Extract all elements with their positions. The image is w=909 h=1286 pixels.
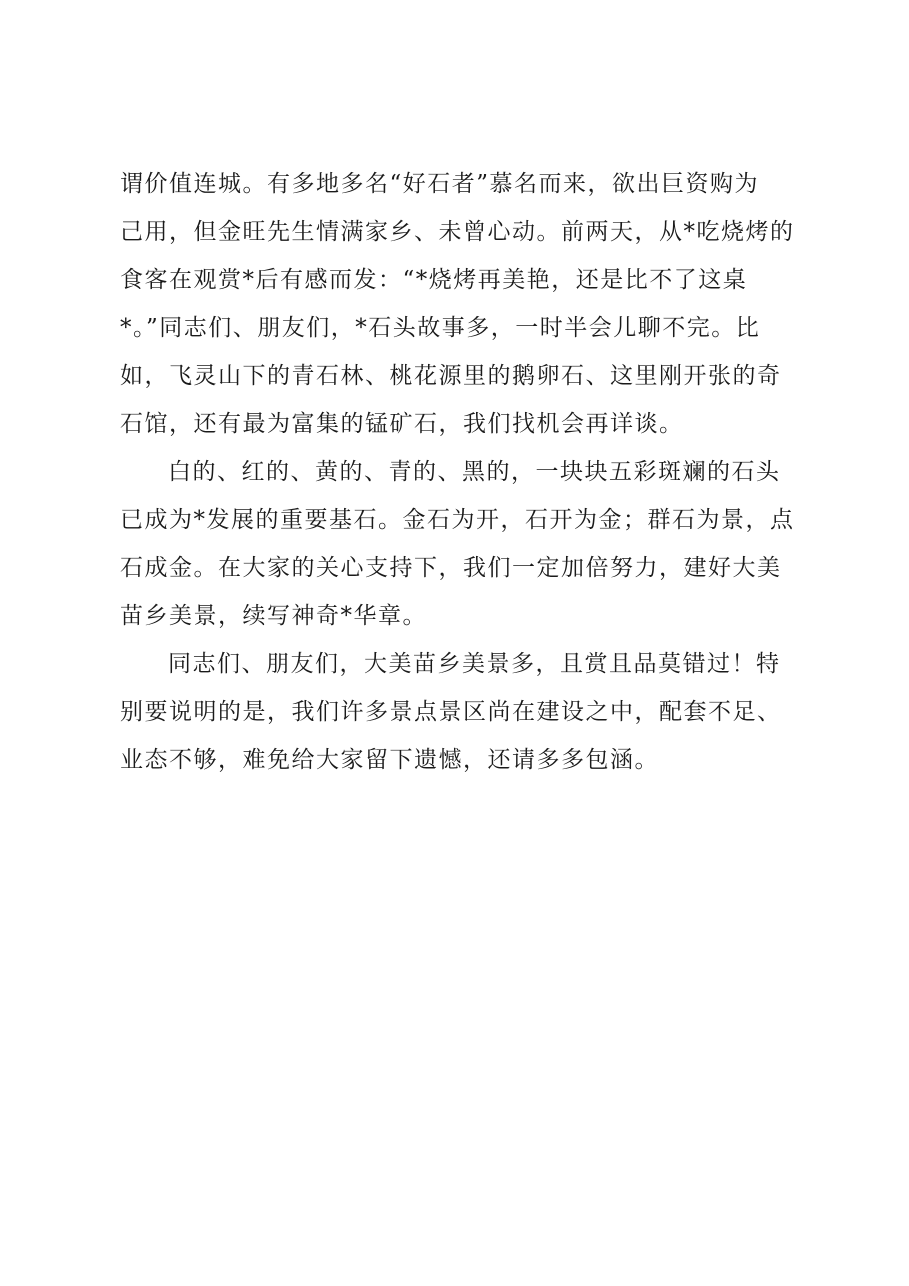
paragraph-line: 如，飞灵山下的青石林、桃花源里的鹅卵石、这里刚开张的奇: [120, 363, 782, 389]
paragraph-line: 石馆，还有最为富集的锰矿石，我们找机会再详谈。: [120, 411, 684, 437]
paragraph: [120, 160, 800, 448]
paragraph: [120, 448, 800, 640]
paragraph-line: 同志们、朋友们，大美苗乡美景多，且赏且品莫错过！特: [168, 651, 781, 677]
paragraph-line: 业态不够，难免给大家留下遗憾，还请多多包涵。: [120, 747, 659, 773]
paragraph-line: *。”同志们、朋友们，*石头故事多，一时半会儿聊不完。比: [120, 315, 761, 341]
paragraph-line: 谓价值连城。有多地多名“好石者”慕名而来，欲出巨资购为: [120, 171, 760, 197]
document-body: [120, 160, 800, 784]
paragraph-line: 己用，但金旺先生情满家乡、未曾心动。前两天，从*吃烧烤的: [120, 219, 795, 245]
paragraph-line: 食客在观赏*后有感而发：“*烧烤再美艳，还是比不了这桌: [120, 267, 748, 293]
paragraph: [120, 640, 800, 784]
paragraph-line: 别要说明的是，我们许多景点景区尚在建设之中，配套不足、: [120, 699, 782, 725]
paragraph-line: 石成金。在大家的关心支持下，我们一定加倍努力，建好大美: [120, 555, 782, 581]
paragraph-line: 白的、红的、黄的、青的、黑的，一块块五彩斑斓的石头: [168, 459, 781, 485]
paragraph-line: 已成为*发展的重要基石。金石为开，石开为金；群石为景，点: [120, 507, 795, 533]
paragraph-line: 苗乡美景，续写神奇*华章。: [120, 603, 427, 629]
